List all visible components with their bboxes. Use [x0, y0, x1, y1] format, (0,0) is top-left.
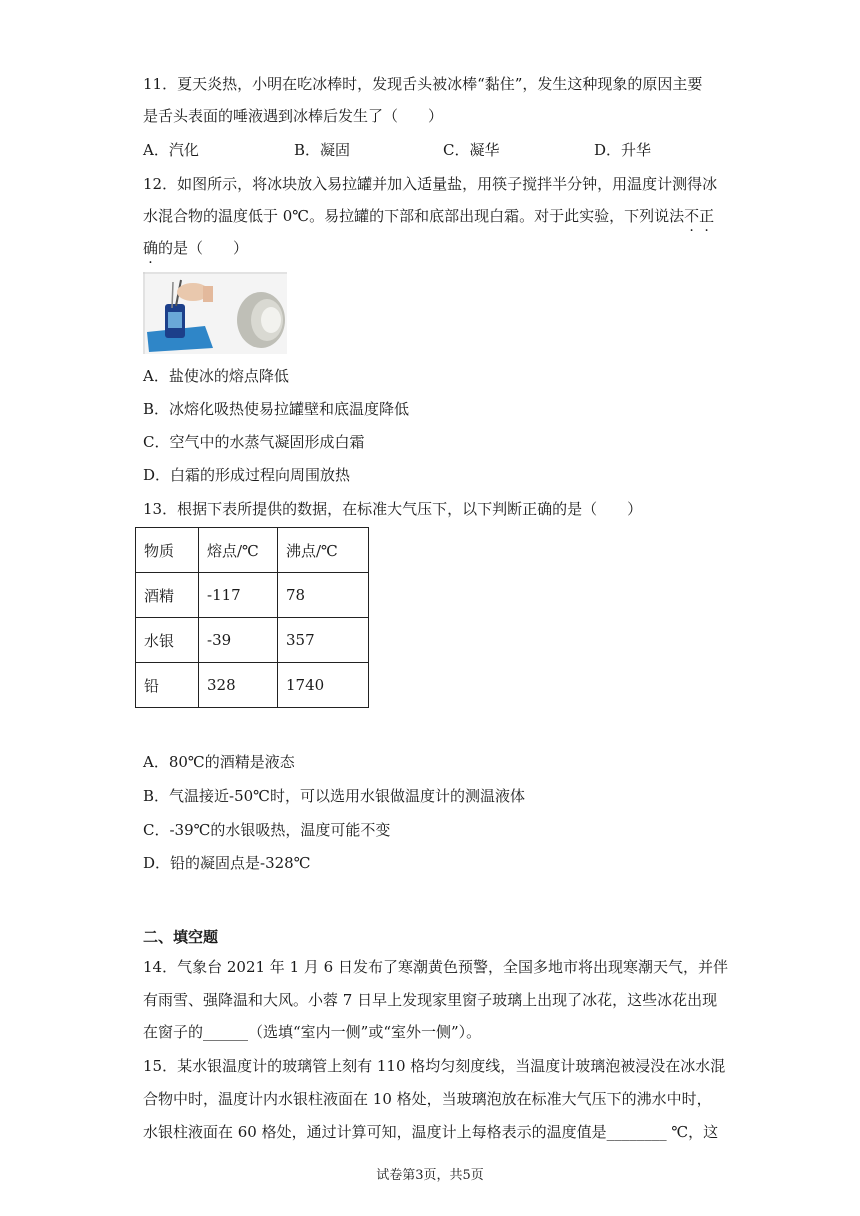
q15-line-1: 15．某水银温度计的玻璃管上刻有 110 格均匀刻度线，当温度计玻璃泡被浸没在冰水混	[143, 1057, 726, 1075]
table-cell: 酒精	[136, 573, 199, 618]
q11-option-b: B．凝固	[294, 141, 351, 159]
melting-boiling-table	[135, 527, 369, 708]
q11-line-2: 是舌头表面的唾液遇到冰棒后发生了（ ）	[143, 107, 444, 125]
q12-line-3-text: 的是（ ）	[158, 239, 249, 257]
table-header-cell: 物质	[136, 528, 199, 573]
q11-option-a: A．汽化	[143, 141, 199, 159]
q12-line-2	[143, 206, 714, 226]
q12-emphasis-que: 确	[143, 239, 159, 257]
table-cell: 铅	[136, 663, 199, 708]
q11-option-c: C．凝华	[443, 141, 500, 159]
table-cell: 1740	[278, 663, 369, 708]
q11-line-1: 11．夏天炎热，小明在吃冰棒时，发现舌头被冰棒“黏住”，发生这种现象的原因主要	[143, 75, 703, 93]
table-row	[136, 573, 369, 618]
q14-line-1: 14．气象台 2021 年 1 月 6 日发布了寒潮黄色预警，全国多地市将出现寒潮天气，并伴	[143, 958, 728, 976]
q12-option-a: A．盐使冰的熔点降低	[143, 367, 289, 385]
q12-option-c: C．空气中的水蒸气凝固形成白霜	[143, 433, 365, 451]
table-header-cell: 沸点/℃	[278, 528, 369, 573]
q12-line-2-text: 水混合物的温度低于 0℃。易拉罐的下部和底部出现白霜。对于此实验，下列说法	[143, 207, 685, 225]
table-cell: -117	[199, 573, 278, 618]
q13-option-b: B．气温接近-50℃时，可以选用水银做温度计的测温液体	[143, 787, 525, 805]
table-cell: 78	[278, 573, 369, 618]
table-cell: 357	[278, 618, 369, 663]
q14-line-3: 在窗子的______（选填“室内一侧”或“室外一侧”）。	[143, 1023, 482, 1041]
table-cell: -39	[199, 618, 278, 663]
table-header-cell: 熔点/℃	[199, 528, 278, 573]
table-cell: 水银	[136, 618, 199, 663]
q11-option-d: D．升华	[594, 141, 652, 159]
q13-option-a: A．80℃的酒精是液态	[143, 753, 295, 771]
table-row	[136, 663, 369, 708]
q15-line-2: 合物中时，温度计内水银柱液面在 10 格处，当玻璃泡放在标准大气压下的沸水中时，	[143, 1090, 712, 1108]
q12-option-b: B．冰熔化吸热使易拉罐壁和底温度降低	[143, 400, 410, 418]
table-row	[136, 618, 369, 663]
q13-line-1: 13．根据下表所提供的数据，在标准大气压下，以下判断正确的是（ ）	[143, 500, 643, 518]
table-header-row	[136, 528, 369, 573]
experiment-photo	[143, 272, 287, 354]
section-title: 二、填空题	[143, 928, 219, 946]
q15-line-3: 水银柱液面在 60 格处，通过计算可知，温度计上每格表示的温度值是________ ℃，这	[143, 1123, 719, 1141]
q12-line-3	[143, 238, 248, 258]
q12-emphasis-zheng: 正	[699, 207, 715, 225]
thermometer	[172, 282, 173, 308]
q12-option-d: D．白霜的形成过程向周围放热	[143, 466, 351, 484]
can-label	[168, 312, 182, 328]
q13-option-c: C．-39℃的水银吸热，温度可能不变	[143, 821, 391, 839]
q13-option-d: D．铅的凝固点是-328℃	[143, 854, 311, 872]
q12-emphasis-bu: 不	[684, 207, 700, 225]
page-footer: 试卷第3页，共5页	[376, 1168, 484, 1183]
table-cell: 328	[199, 663, 278, 708]
q14-line-2: 有雨雪、强降温和大风。小蓉 7 日早上发现家里窗子玻璃上出现了冰花，这些冰花出现	[143, 991, 718, 1009]
q12-line-1: 12．如图所示，将冰块放入易拉罐并加入适量盐，用筷子搅拌半分钟，用温度计测得冰	[143, 175, 718, 193]
